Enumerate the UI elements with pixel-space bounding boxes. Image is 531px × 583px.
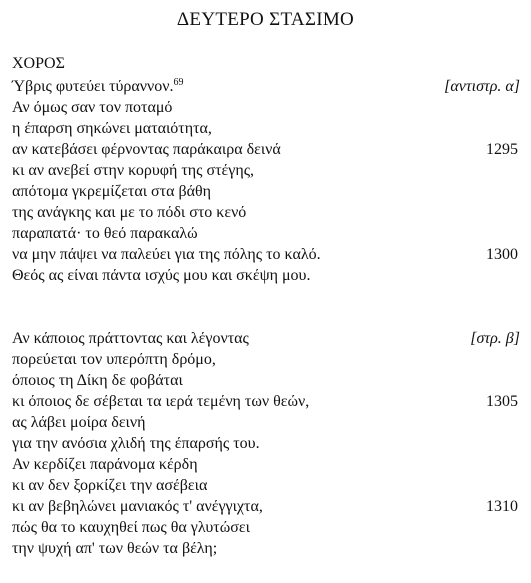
speaker-label: ΧΟΡΟΣ	[12, 55, 65, 72]
stanza-mark: [στρ. β]	[470, 330, 520, 347]
verse-line	[12, 265, 520, 286]
verse-text: Αν κάποιος πράττοντας και λέγοντας	[12, 330, 249, 347]
verse-line	[12, 433, 520, 454]
verse-line	[12, 412, 520, 433]
line-number: 1305	[486, 393, 518, 410]
page-title: ΔΕΥΤΕΡΟ ΣΤΑΣΙΜΟ	[176, 9, 355, 30]
line-number: 1295	[486, 141, 518, 158]
verse-text: την ψυχή απ' των θεών τα βέλη;	[12, 540, 218, 557]
verse-text: όποιος τη Δίκη δε φοβάται	[12, 372, 183, 389]
verse-text: ας λάβει μοίρα δεινή	[12, 414, 146, 431]
verse-text: η έπαρση σηκώνει ματαιότητα,	[12, 120, 212, 137]
verse-text: παραπατά· το θεό παρακαλώ	[12, 225, 198, 242]
line-number: 1310	[486, 498, 518, 515]
verse-text: κι αν ανεβεί στην κορυφή της στέγης,	[12, 162, 255, 179]
stanza-antistrophe-alpha	[12, 76, 520, 286]
footnote-ref[interactable]: 69	[173, 77, 184, 88]
verse-line	[12, 475, 520, 496]
verse-text: αν κατεβάσει φέρνοντας παράκαιρα δεινά	[12, 141, 281, 158]
verse-line	[12, 496, 520, 517]
verse-line	[12, 202, 520, 223]
verse-line	[12, 244, 520, 265]
stanza-strophe-beta	[12, 328, 520, 559]
verse-line	[12, 139, 520, 160]
verse-line	[12, 223, 520, 244]
verse-line	[12, 160, 520, 181]
verse-text: Αν κερδίζει παράνομα κέρδη	[12, 456, 198, 473]
verse-text: πορεύεται τον υπερόπτη δρόμο,	[12, 351, 216, 368]
verse-line	[12, 328, 520, 349]
verse-line	[12, 454, 520, 475]
verse-line	[12, 97, 520, 118]
verse-text: κι όποιος δε σέβεται τα ιερά τεμένη των θεών,	[12, 393, 310, 410]
verse-text: να μην πάψει να παλεύει για της πόλης το καλό.	[12, 246, 321, 263]
stanza-mark: [αντιστρ. α]	[444, 78, 520, 95]
verse-line	[12, 517, 520, 538]
verse-line	[12, 370, 520, 391]
verse-line	[12, 538, 520, 559]
verse-text: Θεός ας είναι πάντα ισχύς μου και σκέψη μου.	[12, 267, 311, 284]
verse-line	[12, 181, 520, 202]
verse-text: πώς θα το καυχηθεί πως θα γλυτώσει	[12, 519, 250, 536]
verse-text: της ανάγκης και με το πόδι στο κενό	[12, 204, 247, 221]
verse-text: Αν όμως σαν τον ποταμό	[12, 99, 173, 116]
verse-text: για την ανόσια χλιδή της έπαρσής του.	[12, 435, 260, 452]
verse-line	[12, 349, 520, 370]
verse-text: κι αν βεβηλώνει μανιακός τ' ανέγγιχτα,	[12, 498, 263, 515]
verse-line	[12, 118, 520, 139]
verse-text: απότομα γκρεμίζεται στα βάθη	[12, 183, 212, 200]
verse-line	[12, 391, 520, 412]
verse-text: Ύβρις φυτεύει τύραννον.$^{69}$	[12, 77, 184, 95]
verse-line	[12, 76, 520, 97]
line-number: 1300	[486, 246, 518, 263]
verse-text: κι αν δεν ξορκίζει την ασέβεια	[12, 477, 208, 494]
